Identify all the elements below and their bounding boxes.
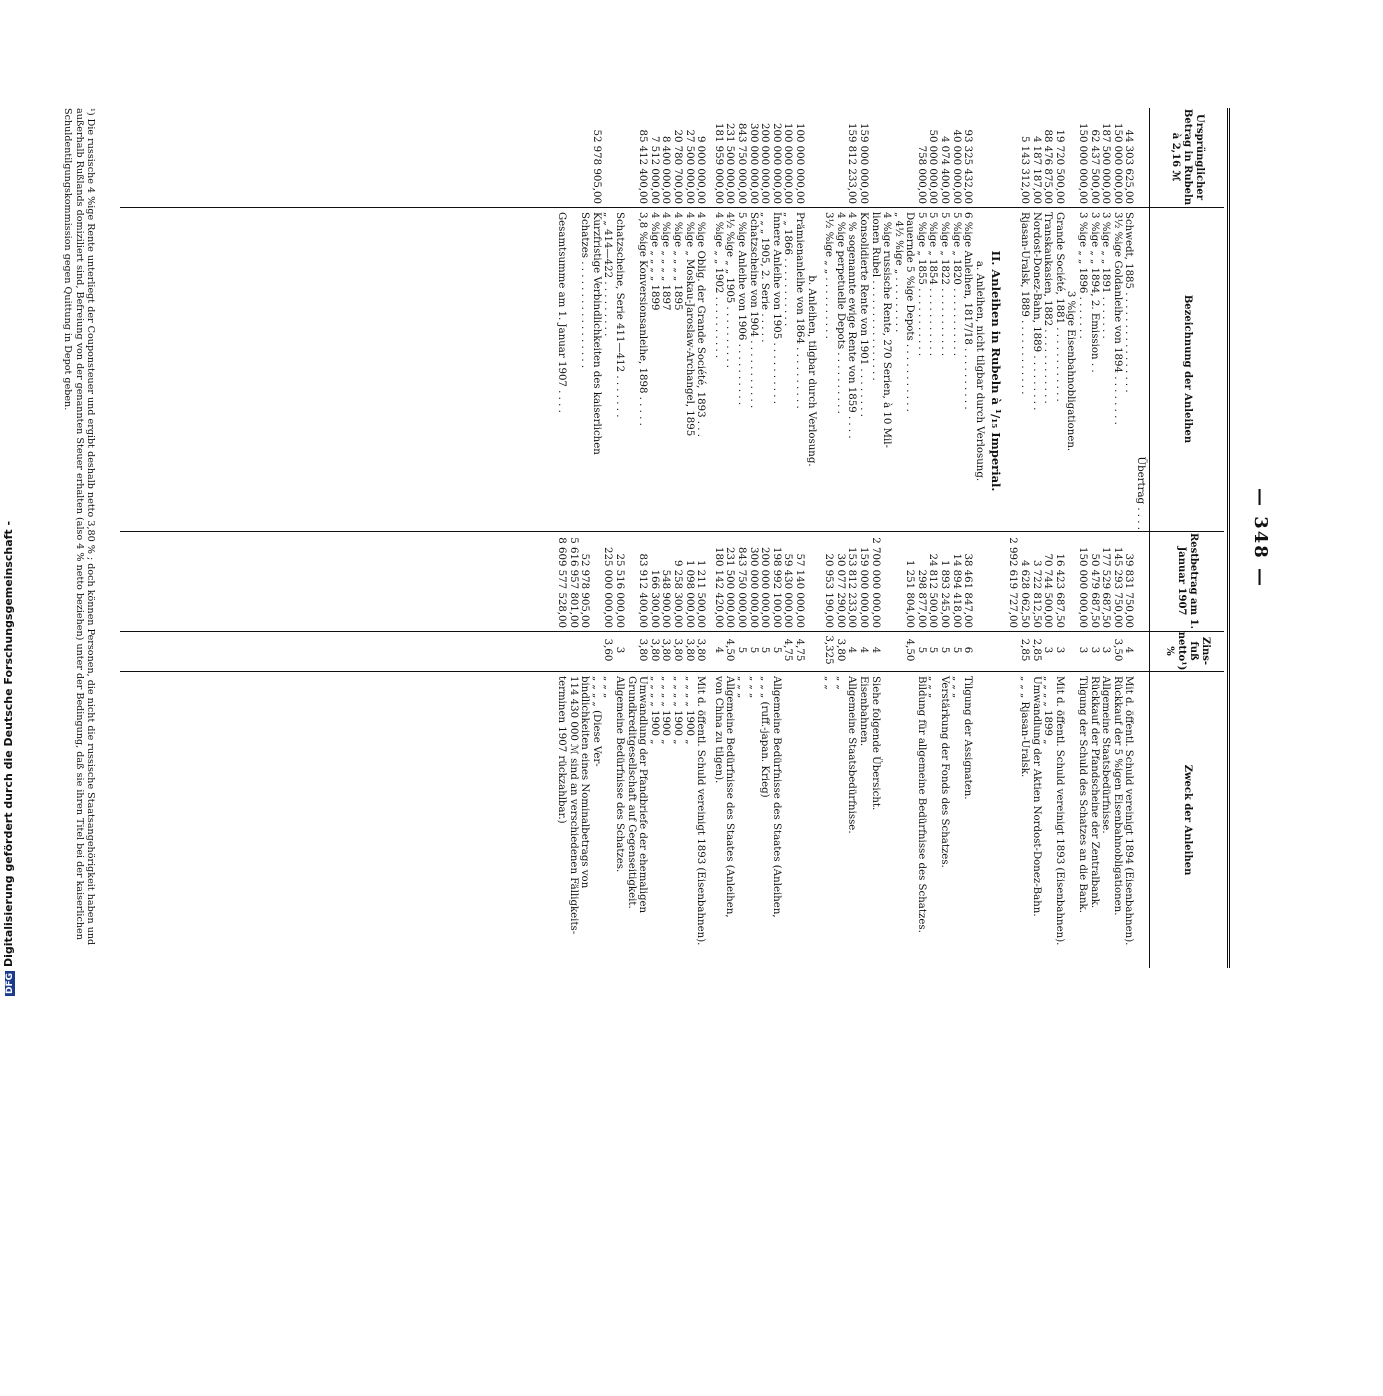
cell-loan-name: Schwedt, 1885 . . . . . . . . . . . . . . . .	[1123, 212, 1135, 393]
cell-loan-name: 3½ %ige „ „ . . . . . . . . . .	[823, 212, 835, 339]
table-row	[834, 108, 846, 968]
cell-original-amount: 200 000 000,00	[770, 122, 782, 204]
table-row	[770, 108, 782, 968]
cell-loan-name: Transkaukasien, 1882 . . . . . . . . . . . .	[1042, 212, 1054, 404]
table-row	[904, 108, 916, 968]
cell-remaining-amount: 180 142 420,00	[712, 546, 724, 628]
subheading-b: b. Anleihen, tilgbar durch Verlosung.	[805, 275, 817, 467]
cell-original-amount: 50 000 000,00	[927, 129, 939, 204]
table-row	[648, 108, 660, 968]
cell-interest-rate: 4,50	[724, 638, 736, 662]
cell-loan-name: 5 %ige „ 1854 . . . . . . . . . . .	[927, 212, 939, 357]
cell-interest-rate: 5	[759, 646, 771, 654]
cell-interest-rate: 4,75	[793, 638, 805, 662]
group-non-redeemable	[823, 108, 974, 968]
cell-interest-rate: 5	[939, 646, 951, 654]
cell-interest-rate: 6	[962, 646, 974, 654]
cell-loan-name: 4 %ige „ „ „ „ 1899	[648, 212, 660, 311]
cell-remaining-amount: 8 609 577 528,00	[556, 537, 568, 628]
table-row	[1053, 108, 1065, 968]
cell-remaining-amount: 5 616 957 801,00	[567, 537, 579, 628]
table-row	[724, 108, 736, 968]
table-row	[1088, 108, 1100, 968]
cell-remaining-amount: 70 744 500,00	[1042, 553, 1054, 628]
cell-remaining-amount: 166 300,00	[648, 569, 660, 628]
cell-original-amount: 181 959 000,00	[712, 122, 724, 204]
dfg-logo: DFG	[5, 972, 15, 994]
cell-interest-rate: 5	[770, 646, 782, 654]
cell-loan-name: 5 %ige „ 1822 . . . . . . . . . . .	[939, 212, 951, 357]
cell-loan-name: 4 %ige perpetuelle Depots . . . . . . . . . .	[834, 212, 846, 414]
table-row	[892, 108, 904, 968]
cell-purpose: „ „ „	[602, 676, 614, 699]
cell-interest-rate: 3,80	[672, 638, 684, 662]
table-row	[590, 108, 602, 968]
cell-purpose: Tilgung der Assignaten.	[962, 676, 974, 800]
carry-label: Übertrag . . . .	[1135, 456, 1146, 530]
cell-original-amount: 19 720 500,00	[1053, 129, 1065, 204]
cell-original-amount: 231 500 000,00	[724, 122, 736, 204]
table-row	[712, 108, 724, 968]
cell-purpose: „ „	[834, 676, 846, 690]
cell-loan-name: 5 %ige Anleihe von 1906 . . . . . . . . . .	[736, 212, 747, 406]
cell-remaining-amount: 83 912 400,00	[637, 553, 649, 628]
cell-interest-rate: 5	[736, 646, 747, 654]
cell-remaining-amount: 59 430 000,00	[782, 553, 794, 628]
cell-remaining-amount: 1 251 804,00	[904, 559, 916, 628]
digitization-note: Digitalisierung gefördert durch die Deutsche Forschungsgemeinschaft -	[2, 520, 15, 967]
cell-original-amount: 27 500 000,00	[683, 129, 695, 204]
cell-interest-rate: 3,80	[834, 638, 846, 662]
carry-value-row	[1007, 108, 1019, 968]
cell-original-amount: 20 780 700,00	[672, 129, 684, 204]
cell-loan-name: Konsolidierte Rente von 1901 . . . . . . . .	[857, 212, 869, 417]
cell-original-amount: 44 303 625,00	[1123, 129, 1135, 204]
cell-loan-name: 4 %ige Oblig. der Grande Société, 1893 . . .	[695, 212, 707, 437]
header-purpose: Zweck der Anleihen	[1182, 764, 1193, 876]
cell-purpose: Umwandlung der Aktien Nordost-Donez-Bahn.	[1030, 676, 1042, 917]
cell-remaining-amount: 300 000 000,00	[747, 546, 759, 628]
cell-remaining-amount: 150 000 000,00	[1077, 546, 1089, 628]
table-row	[602, 108, 614, 968]
cell-remaining-amount: 25 516 000,00	[614, 553, 626, 628]
footnote: ¹) Die russische 4 %ige Rente unterliegt der Couponsteuer und ergibt deshalb netto 3,80 % ; doch können Personen, die nicht die russische Staatsangehörigkeit haben und außerhalb Rußlands domiziliert sind, Befreiung von der genannten Steuer erhalten (also 4 % netto beziehen) unter der Bedingung, daß sie ihren Titel bei der kaiserlichen Schuldentilgungskommission gegen Quittung in Depot geben.	[62, 108, 97, 946]
table-row	[613, 108, 625, 968]
cell-loan-name: Schatzscheine von 1904 . . . . . . . . . . .	[747, 212, 759, 409]
subheading-row	[805, 108, 817, 968]
section-title: II. Anleihen in Rubeln à ¹/₁₅ Imperial.	[988, 250, 1003, 492]
cell-interest-rate: 2,85	[1019, 638, 1031, 662]
cell-interest-rate: 3,80	[695, 638, 707, 662]
cell-loan-name: 4½ %ige „ „ 1905 . . . . . . . . . .	[724, 212, 736, 369]
table-row	[857, 108, 869, 968]
group-gold-loans	[1076, 108, 1134, 968]
cell-interest-rate: 3	[1077, 646, 1089, 654]
table-row	[1111, 108, 1123, 968]
cell-purpose: Allgemeine Staatsbedürfnisse.	[846, 676, 858, 834]
table-row	[735, 108, 747, 968]
cell-loan-name: Dauernde 5 %ige Depots . . . . . . . . . . .	[904, 212, 916, 412]
cell-loan-name: Schatzes . . . . . . . . . . . . . . . . .	[579, 212, 591, 369]
header-remaining: Restbetrag am 1. Januar 1907	[1176, 532, 1199, 630]
cell-loan-name: 4 %ige „ „ „ „ 1895	[672, 212, 684, 311]
cell-purpose: Mit d. öffentl. Schuld vereinigt 1893 (Eisenbahnen).	[1053, 676, 1065, 946]
top-rule	[1227, 108, 1230, 968]
cell-interest-rate: 4,50	[904, 638, 916, 662]
cell-loan-name: 3 %ige „ „ 1894, 2. Emission . .	[1088, 212, 1100, 373]
cell-original-amount: 300 000 000,00	[747, 122, 759, 204]
table-row	[747, 108, 759, 968]
cell-loan-name: lionen Rubel . . . . . . . . . . . . . . . .	[869, 212, 881, 381]
cell-interest-rate: 3	[1042, 646, 1054, 654]
cell-original-amount: 5 143 312,00	[1019, 135, 1031, 204]
table-row	[846, 108, 858, 968]
header-original-amount: Ursprünglicher Betrag in Rubeln à 2,16 ℳ	[1170, 108, 1205, 206]
cell-remaining-amount: 843 750 000,00	[736, 546, 747, 628]
header-loan-name: Bezeichnung der Anleihen	[1182, 294, 1193, 444]
cell-purpose: „ „ „ „ 1899 „	[1042, 676, 1054, 745]
cell-original-amount: 150 000 000,00	[1111, 122, 1123, 204]
cell-purpose: „ „ „ (ruff.-japan. Krieg)	[759, 676, 771, 798]
cell-original-amount: 159 000 000,00	[857, 122, 869, 204]
cell-remaining-amount: 225 000 000,00	[602, 546, 614, 628]
cell-purpose: Mit d. öffentl. Schuld vereinigt 1893 (Eisenbahnen).	[695, 676, 707, 946]
cell-loan-name: Nordost-Donez-Bahn, 1889 . . . . . . . . .	[1030, 212, 1042, 411]
cell-purpose: „ „ „ „ 1900 „	[648, 676, 660, 745]
cell-purpose: bindlichkeiten eines Nominalbetrags von	[579, 676, 591, 889]
cell-original-amount: 200 000 000,00	[759, 122, 771, 204]
cell-remaining-amount: 231 500 000,00	[724, 546, 736, 628]
cell-interest-rate: 3,60	[602, 638, 614, 662]
cell-remaining-amount: 177 529 687,50	[1100, 546, 1112, 628]
cell-loan-name: 3½ %ige Goldanleihe von 1894 . . . . . . . .	[1111, 212, 1123, 425]
group-railway-obligations	[1018, 108, 1064, 968]
cell-interest-rate: 5	[747, 646, 759, 654]
cell-purpose: terminen 1907 rückzahlbar.)	[556, 676, 568, 824]
cell-purpose: Allgemeine Bedürfnisse des Staates (Anleihen,	[770, 676, 782, 918]
table-row	[1100, 108, 1112, 968]
cell-interest-rate: 4	[1123, 646, 1135, 654]
table-row	[579, 108, 591, 968]
cell-interest-rate: 4	[712, 646, 724, 654]
cell-loan-name: 3,8 %ige Konversionsanleihe, 1898 . . . . .	[637, 212, 649, 426]
table-row	[683, 108, 695, 968]
cell-purpose: „ „ „ „ 1900 „	[660, 676, 672, 745]
cell-remaining-amount: 14 894 418,00	[950, 553, 962, 628]
cell-remaining-amount: 298 877,00	[915, 569, 927, 628]
cell-original-amount: 4 187 187,00	[1030, 135, 1042, 204]
cell-remaining-amount: 39 831 750,00	[1123, 553, 1135, 628]
cell-purpose: „ „ „ Rjasan-Uralsk.	[1019, 676, 1031, 778]
cell-original-amount: 52 978 905,00	[590, 129, 602, 204]
cell-remaining-amount: 52 978 905,00	[579, 553, 591, 628]
cell-remaining-amount: 20 953 190,00	[823, 553, 835, 628]
cell-purpose: 114 430 000 ℳ sind an verschiedenen Fälligkeits-	[567, 676, 579, 935]
table-body	[556, 108, 1147, 968]
table-row	[567, 108, 579, 968]
cell-purpose: Bildung für allgemeine Bedürfnisse des Schatzes.	[915, 676, 927, 933]
digitization-strip	[2, 520, 22, 1396]
cell-remaining-amount: 159 000 000,00	[857, 546, 869, 628]
cell-interest-rate: 5	[927, 646, 939, 654]
cell-interest-rate: 3	[1053, 646, 1065, 654]
cell-remaining-amount: 145 293 750,00	[1111, 546, 1123, 628]
page-number: — 348 —	[1250, 487, 1271, 589]
table-row	[671, 108, 683, 968]
cell-interest-rate: 2,85	[1030, 638, 1042, 662]
cell-remaining-amount: 4 628 062,50	[1019, 559, 1031, 628]
rotated-page	[62, 108, 1271, 968]
cell-interest-rate: 3	[1100, 646, 1112, 654]
cell-loan-name: 3 %ige „ „ 1891 . . . . . . .	[1100, 212, 1112, 339]
cell-original-amount: 85 412 400,00	[637, 129, 649, 204]
subheading-row	[973, 108, 985, 968]
cell-remaining-amount: 153 812 233,00	[846, 546, 858, 628]
cell-original-amount: 8 400 000,00	[660, 135, 672, 204]
table-row	[660, 108, 672, 968]
cell-purpose: Grundkreditgesellschaft auf Gegenseitigkeit.	[625, 676, 637, 909]
cell-purpose: „ „ „	[950, 676, 962, 699]
cell-purpose: Mit d. öffentl. Schuld vereinigt 1894 (Eisenbahnen).	[1123, 676, 1135, 946]
cell-remaining-amount: 198 992 100,00	[770, 546, 782, 628]
cell-loan-name: 4 %ige russische Rente, 270 Serien, à 10 Mil-	[881, 212, 893, 449]
cell-loan-name: 4 %ige „ Moskau-Jaroslaw-Archangel, 1895	[683, 212, 695, 437]
cell-interest-rate: 4	[846, 646, 858, 654]
cell-original-amount: 62 437 500,00	[1088, 129, 1100, 204]
cell-original-amount: 100 000 000,00	[793, 122, 805, 204]
cell-purpose: Rückkauf der 5 %igen Eisenbahnobligationen.	[1111, 676, 1123, 916]
table-row	[1076, 108, 1088, 968]
cell-remaining-amount: 24 812 500,00	[927, 553, 939, 628]
cell-interest-rate: 3	[614, 646, 626, 654]
cell-remaining-amount: 50 479 687,50	[1088, 553, 1100, 628]
cell-interest-rate: 3,80	[660, 638, 672, 662]
cell-remaining-amount: 548 900,00	[660, 569, 672, 628]
cell-remaining-amount: 1 893 245,00	[939, 559, 951, 628]
cell-loan-name: „ „ „ 1905, 2. Serie . . . . .	[759, 212, 771, 343]
cell-purpose: Allgemeine Bedürfnisse des Staates (Anleihen,	[724, 676, 736, 918]
carry-value: 2 992 619 727,00	[1007, 537, 1019, 628]
cell-purpose: Verstärkung der Fonds des Schatzes.	[939, 676, 951, 868]
table-row	[759, 108, 771, 968]
cell-remaining-amount: 1 211 500,00	[695, 559, 707, 628]
cell-original-amount: 88 476 875,00	[1042, 129, 1054, 204]
subheading-a: a. Anleihen, nicht tilgbar durch Verlosung.	[973, 260, 985, 482]
cell-purpose: Eisenbahnen.	[857, 676, 869, 747]
cell-purpose: Rückkauf der Pfandscheine der Zentralbank.	[1088, 676, 1100, 909]
table-row	[793, 108, 805, 968]
cell-interest-rate: 5	[915, 646, 927, 654]
cell-purpose: Siehe folgende Übersicht.	[869, 676, 881, 811]
table-row	[782, 108, 794, 968]
cell-purpose: Allgemeine Bedürfnisse des Schatzes.	[614, 676, 626, 873]
table-row	[927, 108, 939, 968]
cell-remaining-amount: 2 700 000 000,00	[869, 537, 881, 628]
cell-interest-rate: 3,325	[823, 635, 835, 665]
cell-loan-name: Innere Anleihe von 1905 . . . . . . . . . .	[770, 212, 782, 404]
cell-loan-name: „ „ 414—422 . . . . . . . . .	[602, 212, 614, 337]
table-row	[915, 108, 927, 968]
cell-remaining-amount: 200 000 000,00	[759, 546, 771, 628]
table-row	[1018, 108, 1030, 968]
cell-interest-rate: 3,80	[648, 638, 660, 662]
cell-original-amount: 100 000 000,00	[782, 122, 794, 204]
section-title-row	[985, 108, 1001, 968]
cell-purpose: „ „	[823, 676, 835, 690]
group-obligations	[579, 108, 707, 968]
cell-interest-rate: 3,80	[637, 638, 649, 662]
group-redeemable	[712, 108, 805, 968]
cell-purpose: Tilgung der Schuld des Schatzes an die Bank.	[1077, 676, 1089, 913]
cell-original-amount: 758 000,00	[915, 145, 927, 204]
table-header	[1149, 108, 1224, 968]
subheading-railway: 3 %ige Eisenbahnobligationen.	[1065, 290, 1077, 452]
table-row	[695, 108, 707, 968]
cell-loan-name: 5 %ige „ 1820 . . . . . . . . . . .	[950, 212, 962, 357]
table-row	[881, 108, 893, 968]
table-row	[625, 108, 637, 968]
table-row	[939, 108, 951, 968]
cell-interest-rate: 3,50	[1111, 638, 1123, 662]
cell-interest-rate: 3	[1088, 646, 1100, 654]
cell-loan-name: Schatzscheine, Serie 411—412 . . . . . . .	[614, 212, 626, 418]
cell-loan-name: Grande Société, 1881 . . . . . . . . . . . .	[1053, 212, 1065, 402]
cell-loan-name: Kurzfristige Verbindlichkeiten des kaiserlichen	[590, 212, 602, 455]
cell-original-amount: 843 750 000,00	[736, 122, 747, 204]
cell-purpose: „ „ „ „ 1900 „	[672, 676, 684, 745]
cell-purpose: „ „ „	[736, 676, 747, 699]
table-row	[637, 108, 649, 968]
cell-purpose: Umwandlung der Pfandbriefe der ehemaligen	[637, 676, 649, 914]
cell-loan-name: „ 4½ %ige „ . . . . . . . . .	[892, 212, 904, 333]
table-row	[1030, 108, 1042, 968]
cell-original-amount: 7 512 000,00	[648, 135, 660, 204]
cell-purpose: „ „ „	[927, 676, 939, 699]
subheading-row	[1065, 108, 1077, 968]
cell-interest-rate: 3,80	[683, 638, 695, 662]
header-interest: Zins-fuß netto¹) %	[1164, 631, 1211, 671]
cell-loan-name: 4 % sogenannte ewige Rente von 1859 . . . .	[846, 212, 858, 439]
cell-purpose: „ „ „ „ (Diese Ver-	[590, 676, 602, 767]
cell-original-amount: 93 325 432,00	[962, 129, 974, 204]
cell-interest-rate: 5	[950, 646, 962, 654]
cell-remaining-amount: 16 423 687,50	[1053, 553, 1065, 628]
carry-row	[1134, 108, 1146, 968]
cell-remaining-amount: 3 722 812,50	[1030, 559, 1042, 628]
table-row	[869, 108, 881, 968]
cell-original-amount: 159 812 233,00	[846, 122, 858, 204]
table-row	[950, 108, 962, 968]
cell-interest-rate: 4	[869, 646, 881, 654]
cell-remaining-amount: 30 077 290,00	[834, 553, 846, 628]
cell-original-amount: 9 000 000,00	[695, 135, 707, 204]
cell-original-amount: 4 074 400,00	[939, 135, 951, 204]
cell-original-amount: 187 500 000,00	[1100, 122, 1112, 204]
cell-purpose: Allgemeine Staatsbedürfnisse.	[1100, 676, 1112, 834]
table-row	[962, 108, 974, 968]
cell-loan-name: Gesamtsumme am 1. Januar 1907 . . . .	[556, 212, 568, 413]
group-totals	[556, 108, 579, 968]
cell-loan-name: Rjasan-Uralsk, 1889 . . . . . . . . . . . .	[1019, 212, 1031, 395]
table-row	[1042, 108, 1054, 968]
cell-original-amount: 40 000 000,00	[950, 129, 962, 204]
cell-remaining-amount: 9 258 300,00	[672, 559, 684, 628]
cell-loan-name: 6 %ige Anleihen, 1817/18 . . . . . . . . . .	[962, 212, 974, 410]
cell-interest-rate: 4,75	[782, 638, 794, 662]
table-row	[556, 108, 568, 968]
cell-remaining-amount: 57 140 000,00	[793, 553, 805, 628]
cell-remaining-amount: 38 461 847,00	[962, 553, 974, 628]
cell-interest-rate: 4	[857, 646, 869, 654]
cell-purpose: „ „ „ „ 1900 „	[683, 676, 695, 745]
table-row	[1123, 108, 1135, 968]
digitization-note-wrapper	[2, 521, 15, 996]
cell-purpose: „ „ „	[747, 676, 759, 699]
cell-loan-name: „ „ 1866 . . . . . . . . . . .	[782, 212, 794, 327]
cell-loan-name: 3 %ige „ „ 1896 . . . . . . .	[1077, 212, 1089, 339]
cell-loan-name: Prämienanleihe von 1864 . . . . . . . . . .	[793, 212, 805, 409]
cell-loan-name: 4 %ige „ „ „ „ 1897	[660, 212, 672, 311]
cell-remaining-amount: 1 098 000,00	[683, 559, 695, 628]
cell-loan-name: 5 %ige „ 1855 . . . . . . . . . . .	[915, 212, 927, 357]
table-row	[823, 108, 835, 968]
document-page	[62, 108, 1271, 968]
cell-loan-name: 4 %ige „ „ 1902 . . . . . . . . . .	[712, 212, 724, 359]
cell-purpose: von China zu tilgen).	[712, 676, 724, 784]
cell-original-amount: 150 000 000,00	[1077, 122, 1089, 204]
